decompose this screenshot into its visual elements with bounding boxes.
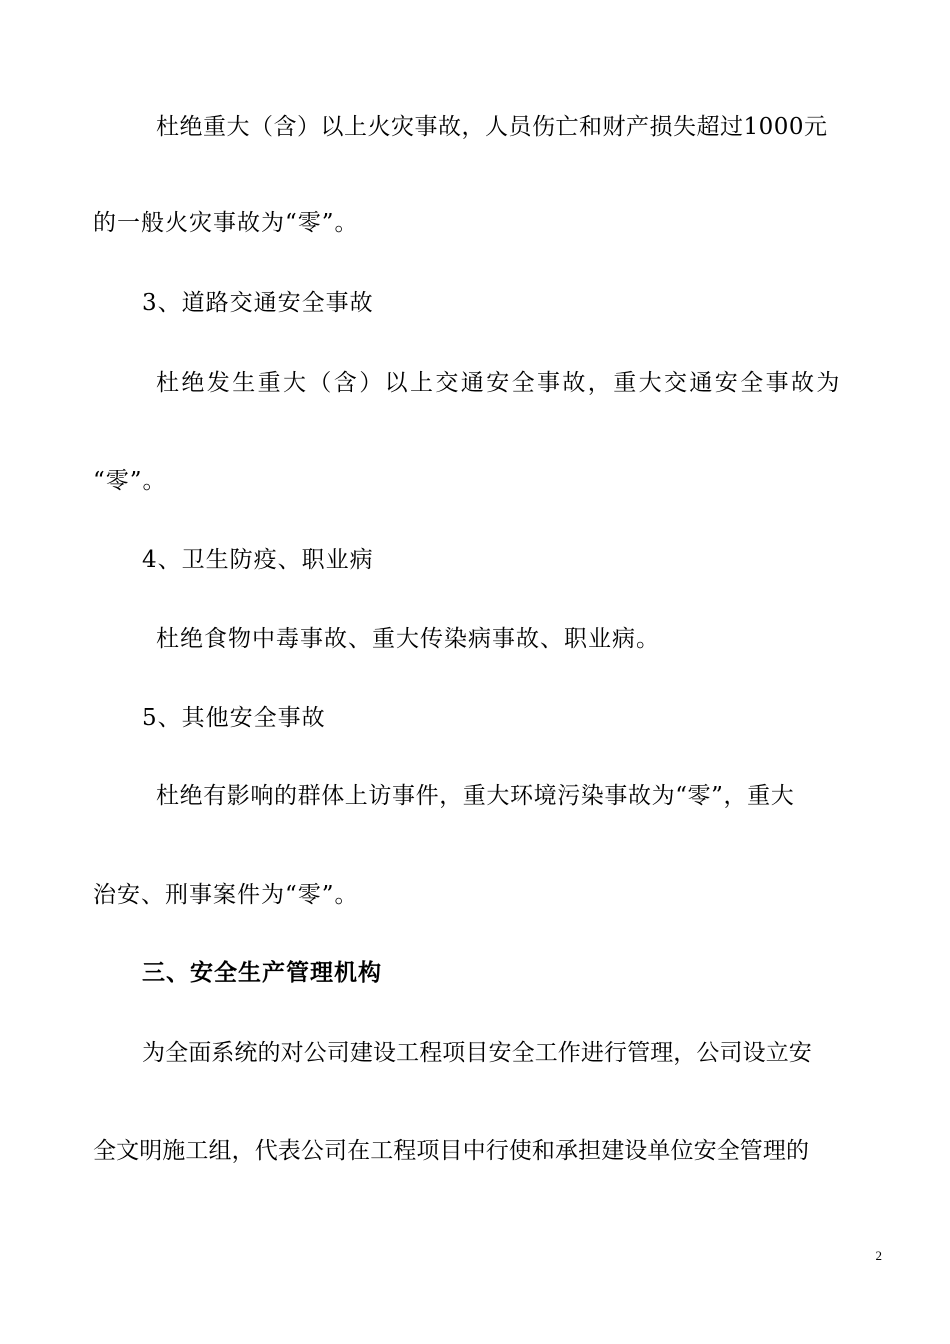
- paragraph-fire-line-1: 杜绝重大（含）以上火灾事故，人员伤亡和财产损失超过1000元: [156, 114, 828, 140]
- heading-health-disease: 4、卫生防疫、职业病: [142, 547, 374, 573]
- heading-road-traffic: 3、道路交通安全事故: [142, 290, 374, 316]
- paragraph-other-line-1: 杜绝有影响的群体上访事件，重大环境污染事故为“零”，重大: [156, 783, 795, 809]
- paragraph-health: 杜绝食物中毒事故、重大传染病事故、职业病。: [156, 626, 660, 652]
- paragraph-other-line-2: 治安、刑事案件为“零”。: [93, 882, 359, 908]
- heading-other-accidents: 5、其他安全事故: [142, 705, 326, 731]
- section-heading-safety-organization: 三、安全生产管理机构: [142, 960, 382, 986]
- paragraph-fire-line-2: 的一般火灾事故为“零”。: [93, 210, 359, 236]
- paragraph-organization-line-1: 为全面系统的对公司建设工程项目安全工作进行管理，公司设立安: [142, 1040, 812, 1066]
- page-number: 2: [875, 1248, 882, 1263]
- paragraph-traffic-line-2: “零”。: [93, 468, 167, 494]
- paragraph-traffic-line-1: 杜绝发生重大（含）以上交通安全事故，重大交通安全事故为: [156, 370, 842, 396]
- paragraph-organization-line-2: 全文明施工组，代表公司在工程项目中行使和承担建设单位安全管理的: [93, 1138, 810, 1164]
